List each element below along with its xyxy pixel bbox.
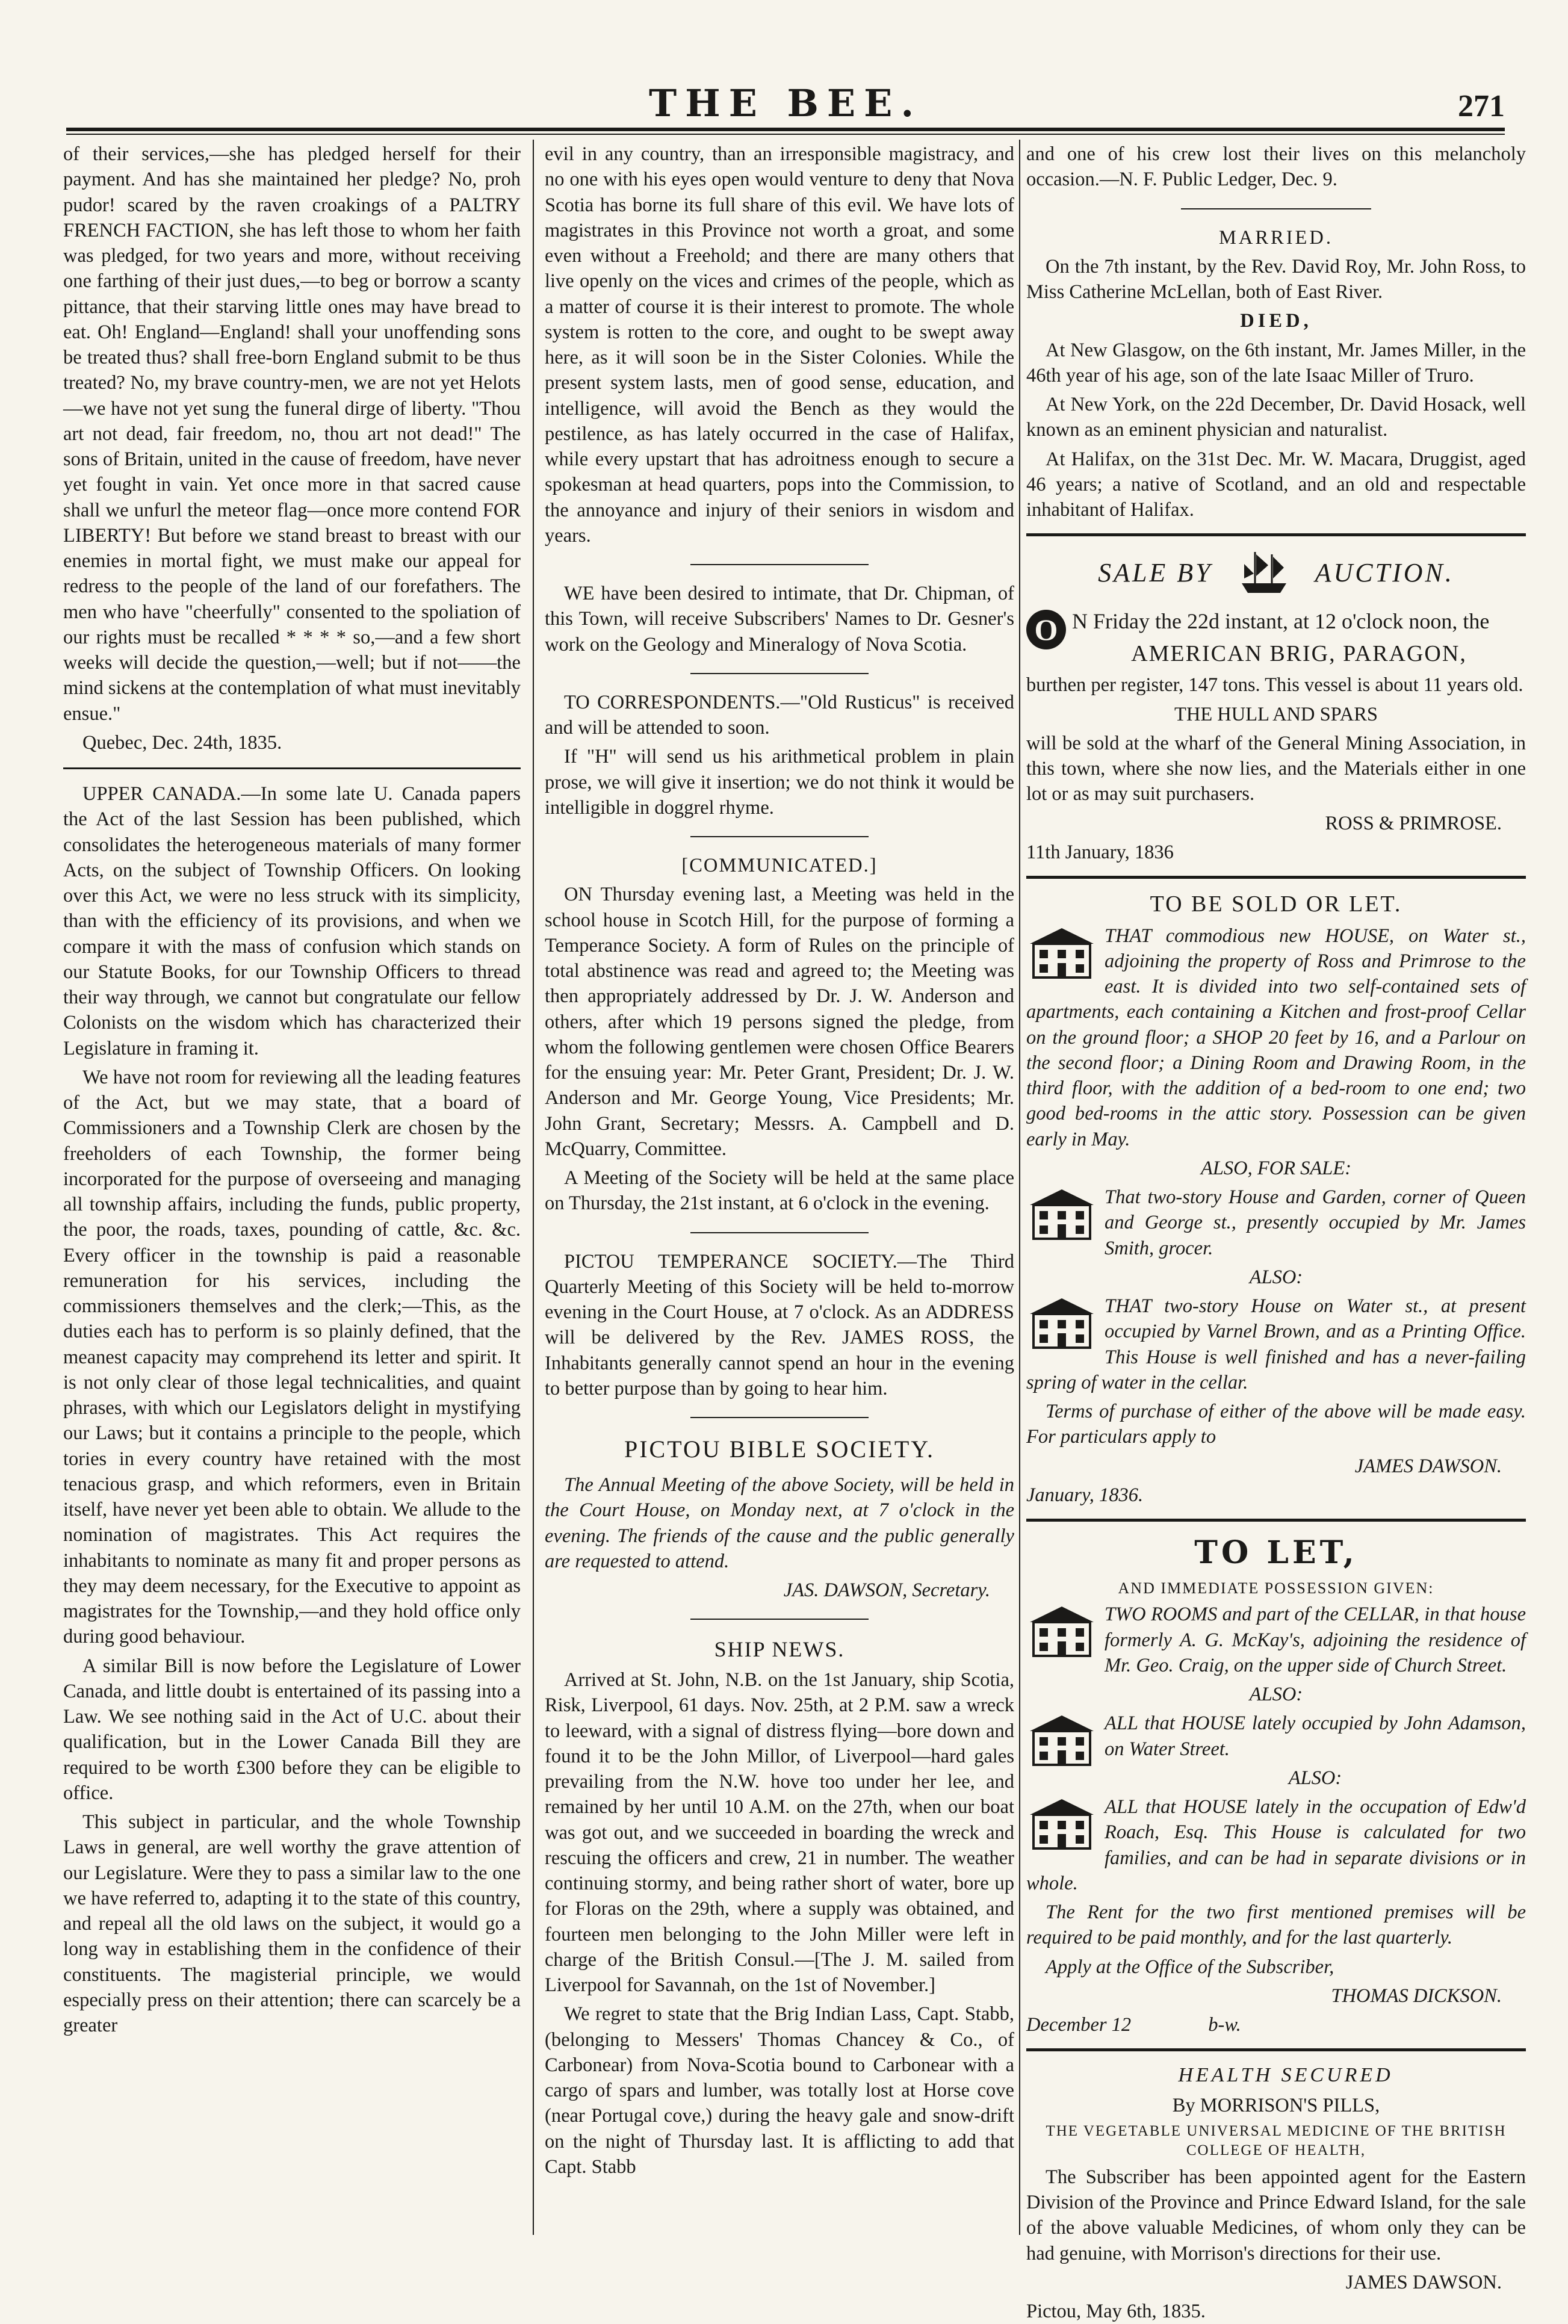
dateline: Quebec, Dec. 24th, 1835. [82, 731, 282, 754]
masthead-rule-thin [66, 134, 1505, 135]
divider [63, 767, 521, 769]
house-icon [1026, 1713, 1097, 1766]
house-icon [1026, 1604, 1097, 1657]
hull-heading: THE HULL AND SPARS [1174, 703, 1378, 725]
article-paragraph: and one of his crew lost their lives on this melancholy occasion.—N. F. Public Ledger, Dec. 9. [1026, 143, 1526, 191]
house-icon [1026, 1296, 1097, 1349]
notice-paragraph: If "H" will send us his arithmetical problem in plain prose, we will give it insertion; we do not think it would be intelligible in doggrel rhyme. [545, 746, 1014, 819]
property-notice: THAT two-story House on Water st., at present occupied by Varnel Brown, and as a Printing Office. This House is well finished and has a never-failing spring of water in the cellar. [1026, 1295, 1526, 1393]
married-notice: On the 7th instant, by the Rev. David Roy, Mr. John Ross, to Miss Catherine McLellan, both of East River. [1026, 255, 1526, 303]
article-paragraph: of their services,—she has pledged herself for their payment. And has she maintained her pledge? No, proh pudor! scared by the raven croakings of a PALTRY FRENCH FACTION, she has left those to whom her faith was pledged, for two years and more, without receiving one farthing of their just dues,—to beg or borrow a scanty pittance, that their starving little ones may have bread to eat. Oh! England—England! shall your unoffending sons be treated thus? shall free-born England submit to be thus treated? No, my brave country-men, we are not yet Helots—we have not yet sung the funeral dirge of liberty. "Thou art not dead, fair freedom, no, thou art not dead!" The sons of Britain, united in the cause of freedom, have never yet fought in vain. Yet once more in that sacred cause shall we unfurl the meteor flag—once more contend FOR LIBERTY! But before we stand breast to breast with our enemies in mortal fight, we must make our appeal for redress to the people of the land of our forefathers. The men who have "cheerfully" consented to the spoliation of our rights must be recalled * * * * so,—and a few short weeks will decide the question,—well; but if not——the mind sickens at the contemplation of what must inevitably ensue." [63, 143, 521, 725]
rental-term: b-w. [1208, 2014, 1241, 2036]
divider [1026, 533, 1526, 536]
rental-date-line [1026, 2012, 1526, 2037]
notice-signature: JAMES DAWSON. [1354, 1455, 1502, 1477]
divider [690, 1232, 869, 1233]
article-paragraph: This subject in particular, and the whole Township Laws in general, are well worthy the grave attention of our Legislature. Were they to pass a similar law to the one we have referred to, adapting it to the state of this country, and repeal all the old laws on the subject, it would go a long way in establishing them in the confidence of their constituents. The magisterial principle, we would especially press on their attention; there can scarcely be a greater [63, 1811, 521, 2036]
divider [1026, 876, 1526, 879]
health-date: Pictou, May 6th, 1835. [1026, 2301, 1206, 2323]
death-notice: At New York, on the 22d December, Dr. David Hosack, well known as an eminent physician and naturalist. [1026, 394, 1526, 441]
sale-paragraph [1026, 607, 1526, 647]
article-paragraph: We have not room for reviewing all the leading features of the Act, but we may state, that a board of Commissioners and a Township Clerk are chosen by the freeholders of each Township, the former being incorporated for the purpose of overseeing and managing all township affairs, including the funds, public property, the poor, the roads, taxes, pounding of cattle, &c. &c. Every officer in the township is paid a reasonable remuneration for his services, including the commissioners themselves and the clerk;—This, as the duties each has to perform is so plainly defined, that the meanest capacity may comprehend its letter and spirit. It is not only clear of those legal technicalities, and quaint phrases, with which our Legislators delight in mystifying our Laws; but it contains a principle to the people, which tories in every country have retained with the most tenacious grasp, and which reformers, even in Britain itself, have never yet been able to obtain. We allude to the nomination of magistrates. This Act requires the inhabitants to nominate as many fit and proper persons as they may deem necessary, for the Executive to appoint as magistrates for the Township,—and they hold office only during good behaviour. [63, 1066, 521, 1648]
sale-paragraph: burthen per register, 147 tons. This vessel is about 11 years old. [1026, 674, 1523, 696]
house-icon [1026, 926, 1097, 979]
sale-paragraph: will be sold at the wharf of the General Mining Association, in this town, where she now lies, and the Materials either in one lot or as may suit purchasers. [1026, 732, 1526, 805]
house-icon [1026, 1797, 1097, 1850]
rental-apply: Apply at the Office of the Subscriber, [1046, 1956, 1334, 1978]
to-be-sold-heading: TO BE SOLD OR LET. [1150, 891, 1402, 917]
notice-paragraph: TO CORRESPONDENTS.—"Old Rusticus" is received and will be attended to soon. [545, 691, 1014, 739]
divider [1026, 2048, 1526, 2051]
notice-date: January, 1836. [1026, 1484, 1144, 1506]
divider [690, 564, 869, 565]
column-2 [545, 141, 1014, 2229]
ship-news-paragraph: Arrived at St. John, N.B. on the 1st January, ship Scotia, Risk, Liverpool, 61 days. Nov. 25th, at 2 P.M. saw a wreck to leeward, with a signal of distress flying—bore down and found it to be the John Millor, of Liverpool—hard gales prevailing from the N.W. hove too under her lee, and remained by her until 10 A.M. on the 27th, when our boat was got out, and we succeeded in boarding the wreck and rescuing the officers and crew, 21 in number. The weather continuing stormy, and being rather short of water, bore up for Floras on the 29th, where a supply was obtained, and fourteen men belonging to the John Miller were left in charge of the British Consul.—[The J. M. sailed from Liverpool for Savannah, on the 1st of November.] [545, 1669, 1014, 1997]
married-heading: MARRIED. [1219, 226, 1333, 249]
health-signature: JAMES DAWSON. [1345, 2271, 1502, 2293]
bible-society-signature: JAS. DAWSON, Secretary. [783, 1579, 990, 1601]
sale-signature: ROSS & PRIMROSE. [1325, 812, 1502, 834]
rental-date: December 12 [1026, 2014, 1132, 2036]
also-for-sale-label: ALSO, FOR SALE: [1200, 1157, 1352, 1179]
bible-society-heading: PICTOU BIBLE SOCIETY. [624, 1436, 935, 1463]
ship-icon [1237, 547, 1291, 598]
health-byline: By MORRISON'S PILLS, [1172, 2094, 1380, 2116]
column-3 [1026, 141, 1526, 2323]
column-1 [63, 141, 521, 2229]
column-divider [1019, 140, 1020, 2235]
article-paragraph: evil in any country, than an irresponsible magistracy, and no one with his eyes open would venture to deny that Nova Scotia has borne its full share of this evil. We have lots of magistrates in this Province not worth a groat, and some even without a Freehold; and there are many others that live openly on the vices and crimes of the people, which as a matter of course it is their interest to promote. The whole system is rotten to the core, and ought to be swept away here, as it will soon be in the Sister Colonies. While the present system lasts, men of good sense, education, and intelligence, will avoid the Bench as they would the pestilence, as has lately occurred in the case of Halifax, while every upstart that has adroitness enough to secure a spokesman at head quarters, pops into the Commission, to the annoyance and injury of their seniors in wisdom and years. [545, 143, 1014, 547]
rental-terms: The Rent for the two first mentioned premises will be required to be paid monthly, and for the last quarterly. [1026, 1901, 1526, 1949]
ship-news-heading: SHIP NEWS. [714, 1637, 845, 1662]
terms-paragraph: Terms of purchase of either of the above will be made easy. For particulars apply to [1026, 1401, 1526, 1448]
to-let-heading: TO LET, [1194, 1534, 1358, 1572]
also-label: ALSO: [1249, 1266, 1303, 1288]
died-heading: DIED, [1240, 310, 1312, 332]
article-paragraph: UPPER CANADA.—In some late U. Canada papers the Act of the last Session has been published, which consolidates the heterogeneous materials of many former Acts, on the subject of Township Officers. On looking over this Act, we were no less struck with its simplicity, than with the efficiency of its provisions, and when we compare it with the mass of confusion which stands on our Statute Books, for our Township Officers to thread their way through, we cannot but congratulate our fellow Colonists on the wisdom which has characterized their Legislature in framing it. [63, 783, 521, 1059]
property-notice: That two-story House and Garden, corner of Queen and George st., presently occupied by Mr. James Smith, grocer. [1105, 1186, 1526, 1259]
sale-date: 11th January, 1836 [1026, 841, 1174, 863]
rental-notice: ALL that HOUSE lately in the occupation of Edw'd Roach, Esq. This House is calculated for two families, and can be had in separate divisions or in whole. [1026, 1796, 1526, 1894]
article-paragraph: A Meeting of the Society will be held at the same place on Thursday, the 21st instant, at 6 o'clock in the evening. [545, 1167, 1014, 1215]
divider [1026, 1519, 1526, 1522]
sale-by-label: SALE BY [1098, 557, 1213, 587]
divider [1181, 208, 1371, 209]
divider [690, 1417, 869, 1418]
dropcap-letter: O [1026, 610, 1066, 649]
health-subheading: THE VEGETABLE UNIVERSAL MEDICINE OF THE BRITISH COLLEGE OF HEALTH, [1046, 2122, 1507, 2159]
page-number: 271 [1458, 89, 1505, 123]
column-divider [533, 140, 534, 2235]
auction-heading [1026, 547, 1526, 598]
notice-paragraph: WE have been desired to intimate, that Dr. Chipman, of this Town, will receive Subscribers' Names to Dr. Gesner's work on the Geology and Mineralogy of Nova Scotia. [545, 583, 1014, 655]
sale-text: N Friday the 22d instant, at 12 o'clock noon, the [1072, 609, 1490, 634]
article-paragraph: A similar Bill is now before the Legislature of Lower Canada, and little doubt is entertained of its passing into a Law. We see nothing said in the Act of U.C. about their qualification, but in the Lower Canada Bill they are required to be worth £300 before they can be eligible to office. [63, 1655, 521, 1804]
masthead [66, 81, 1505, 129]
bible-society-notice: The Annual Meeting of the above Society, will be held in the Court House, on Monday next, at 7 o'clock in the evening. The friends of the cause and the public generally are requested to attend. [545, 1474, 1014, 1572]
rental-signature: THOMAS DICKSON. [1331, 1985, 1502, 2007]
rental-notice: ALL that HOUSE lately occupied by John Adamson, on Water Street. [1105, 1712, 1526, 1760]
death-notice: At New Glasgow, on the 6th instant, Mr. James Miller, in the 46th year of his age, son of the late Isaac Miller of Truro. [1026, 339, 1526, 386]
also-label: ALSO: [1249, 1684, 1303, 1706]
health-paragraph: The Subscriber has been appointed agent for the Eastern Division of the Province and Prince Edward Island, for the sale of the above valuable Medicines, of whom only they can be had genuine, with Morrison's directions for their use. [1026, 2166, 1526, 2264]
auction-label: AUCTION. [1315, 557, 1454, 587]
death-notice: At Halifax, on the 31st Dec. Mr. W. Macara, Druggist, aged 46 years; a native of Scotland, and an old and respectable inhabitant of Halifax. [1026, 448, 1526, 521]
divider [690, 1619, 869, 1620]
communicated-label: [COMMUNICATED.] [681, 855, 878, 876]
house-icon [1026, 1187, 1097, 1240]
also-label: ALSO: [1288, 1767, 1342, 1789]
brig-name: AMERICAN BRIG, PARAGON, [1131, 641, 1467, 667]
property-notice: THAT commodious new HOUSE, on Water st., adjoining the property of Ross and Primrose to the east. It is divided into two self-contained sets of apartments, each containing a Kitchen and frost-proof Cellar on the ground floor; a SHOP 20 feet by 16, and a Parlour on the second floor; a Dining Room and Drawing Room, in the third floor, with the addition of a bed-room to one end; two good bed-rooms in the attic story. Possession can be given early in May. [1026, 925, 1526, 1150]
ship-news-paragraph: We regret to state that the Brig Indian Lass, Capt. Stabb, (belonging to Messers' Thomas Chancey & Co., of Carbonear) from Nova-Scotia bound to Carbonear with a cargo of spars and lumber, was totally lost at Horse cove (near Portugal cove,) during the heavy gale and snow-drift on the night of Thursday last. It is afflicting to add that Capt. Stabb [545, 2003, 1014, 2178]
divider [690, 836, 869, 837]
divider [690, 673, 869, 674]
rental-notice: TWO ROOMS and part of the CELLAR, in that house formerly A. G. McKay's, adjoining the residence of Mr. Geo. Craig, on the upper side of Church Street. [1105, 1604, 1526, 1676]
health-heading: HEALTH SECURED [1178, 2064, 1393, 2087]
article-paragraph: PICTOU TEMPERANCE SOCIETY.—The Third Quarterly Meeting of this Society will be held to-morrow evening in the Court House, at 7 o'clock. As an ADDRESS will be delivered by the Rev. JAMES ROSS, the Inhabitants generally cannot spend an hour in the evening to better purpose than by going to hear him. [545, 1250, 1014, 1399]
newspaper-title: THE BEE. [648, 81, 923, 125]
to-let-subheading: AND IMMEDIATE POSSESSION GIVEN: [1118, 1579, 1434, 1597]
article-paragraph: ON Thursday evening last, a Meeting was held in the school house in Scotch Hill, for the purpose of forming a Temperance Society. A form of Rules on the principle of total abstinence was read and agreed to; the Meeting was then appropriately addressed by Dr. J. W. Anderson and others, after which 19 persons signed the pledge, from whom the following gentlemen were chosen Office Bearers for the ensuing year: Mr. Peter Grant, President; Dr. J. W. Anderson and Mr. George Young, Vice Presidents; Mr. John Grant, Secretary; Messrs. A. Campbell and D. McQuarry, Committee. [545, 884, 1014, 1160]
masthead-rule [66, 128, 1505, 131]
